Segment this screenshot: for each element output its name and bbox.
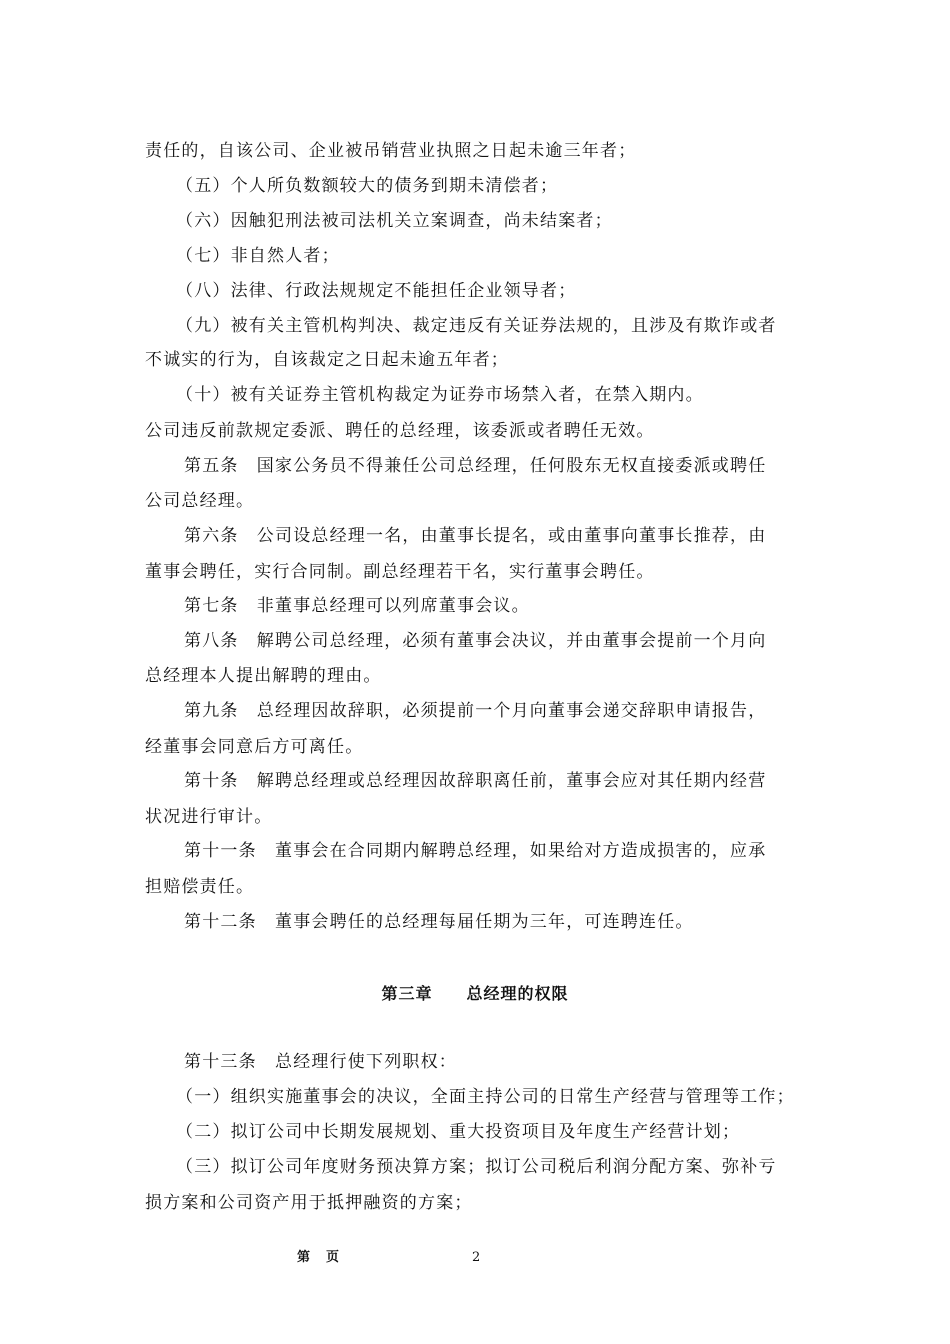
text-line: 损方案和公司资产用于抵押融资的方案； — [145, 1193, 473, 1213]
text-line: 第十一条 董事会在合同期内解聘总经理，如果给对方造成损害的，应承 — [184, 841, 767, 861]
footer-label-ye: 页 — [326, 1250, 340, 1265]
text-line: 董事会聘任，实行合同制。副总经理若干名，实行董事会聘任。 — [145, 562, 655, 582]
text-line: （一）组织实施董事会的决议，全面主持公司的日常生产经营与管理等工作； — [176, 1087, 795, 1107]
text-line: 公司违反前款规定委派、聘任的总经理，该委派或者聘任无效。 — [145, 421, 655, 441]
text-line: 第十条 解聘总经理或总经理因故辞职离任前，董事会应对其任期内经营 — [184, 771, 767, 791]
text-line: 第十二条 董事会聘任的总经理每届任期为三年，可连聘连任。 — [184, 912, 694, 932]
text-line: （十）被有关证券主管机构裁定为证券市场禁入者，在禁入期内。 — [176, 385, 704, 405]
text-line: （七）非自然人者； — [176, 246, 340, 266]
page-number: 2 — [472, 1250, 481, 1265]
chapter-heading: 第三章 总经理的权限 — [381, 984, 569, 1003]
text-line: （六）因触犯刑法被司法机关立案调查，尚未结案者； — [176, 211, 613, 231]
footer-label-di: 第 — [297, 1250, 311, 1265]
text-line: 第七条 非董事总经理可以列席董事会议。 — [184, 596, 530, 616]
text-line: 公司总经理。 — [145, 491, 255, 511]
text-line: （五）个人所负数额较大的债务到期未清偿者； — [176, 176, 559, 196]
text-line: （八）法律、行政法规规定不能担任企业领导者； — [176, 281, 577, 301]
text-line: 第八条 解聘公司总经理，必须有董事会决议，并由董事会提前一个月向 — [184, 631, 767, 651]
text-line: 第五条 国家公务员不得兼任公司总经理，任何股东无权直接委派或聘任 — [184, 456, 767, 476]
text-line: 第十三条 总经理行使下列职权： — [184, 1052, 457, 1072]
text-line: （二）拟订公司中长期发展规划、重大投资项目及年度生产经营计划； — [176, 1122, 741, 1142]
text-line: （三）拟订公司年度财务预决算方案；拟订公司税后利润分配方案、弥补亏 — [176, 1157, 777, 1177]
text-line: 担赔偿责任。 — [145, 877, 255, 897]
text-line: 责任的，自该公司、企业被吊销营业执照之日起未逾三年者； — [145, 141, 637, 161]
text-line: 第六条 公司设总经理一名，由董事长提名，或由董事向董事长推荐，由 — [184, 526, 767, 546]
text-line: 总经理本人提出解聘的理由。 — [145, 666, 382, 686]
text-line: 状况进行审计。 — [145, 807, 273, 827]
text-line: 经董事会同意后方可离任。 — [145, 737, 364, 757]
text-line: （九）被有关主管机构判决、裁定违反有关证券法规的，且涉及有欺诈或者 — [176, 316, 777, 336]
text-line: 第九条 总经理因故辞职，必须提前一个月向董事会递交辞职申请报告， — [184, 701, 767, 721]
text-line: 不诚实的行为，自该裁定之日起未逾五年者； — [145, 350, 509, 370]
